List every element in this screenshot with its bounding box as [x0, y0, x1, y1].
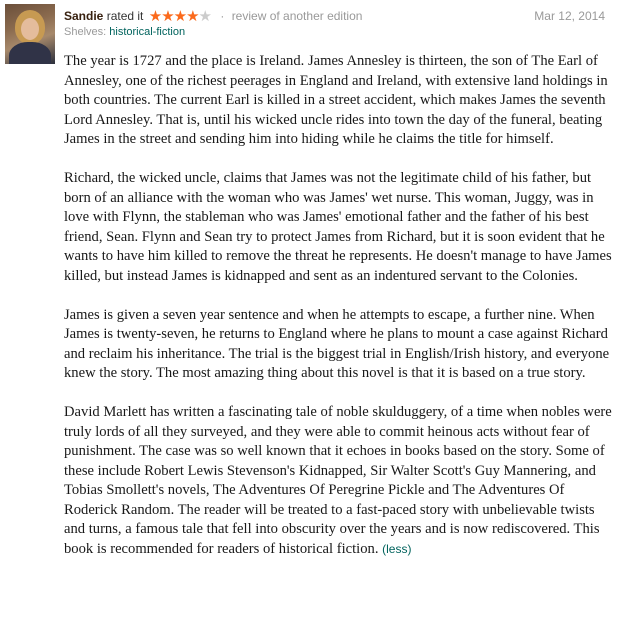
star-rating	[149, 9, 211, 25]
star-filled-icon: ★	[186, 8, 199, 25]
edition-note-link[interactable]: review of another edition	[231, 9, 363, 23]
less-link[interactable]: (less)	[382, 541, 412, 556]
separator-dot: ·	[220, 9, 225, 23]
rated-text: rated it	[106, 9, 144, 23]
review-header	[64, 8, 611, 24]
review-paragraph: The year is 1727 and the place is Ireland. James Annesley is thirteen, the son of The Earl of Annesley, one of the richest peerages in England and Ireland, with extensive land holdings in both countries. The current Earl is killed in a street accident, which makes James the seventh Lord Annesley. That is, until his wicked uncle rides into town the day of the funeral, beating James in the street and sending him into hiding while he claims the title for himself.	[64, 53, 608, 147]
reviewer-avatar[interactable]	[5, 4, 55, 64]
review-paragraph: James is given a seven year sentence and when he attempts to escape, a further nine. When James is twenty-seven, he returns to England where he plans to mount a case against Richard and reclaim his inheritance. The trial is the biggest trial in English/Irish history, and everyone knew the story. The most amazing thing about this novel is that it is based on a true story.	[64, 306, 610, 381]
review-paragraph-text: David Marlett has written a fascinating tale of noble skulduggery, of a time when nobles were truly lords of all they surveyed, and they were able to commit heinous acts without fear of punishment. The case was so well known that it echoes in books based on the story. Some of these include Robert Lewis Stevenson's Kidnapped, Sir Walter Scott's Guy Mannering, and Tobias Smollett's novels, The Adventures Of Peregrine Pickle and The Adventures Of Roderick Random. The reader will be treated to a fast-paced story with unbelievable twists and turns, a famous tale that fell into obscurity over the years and is now rediscovered. This book is recommended for readers of historical fiction.	[64, 404, 612, 557]
star-empty-icon: ★	[198, 8, 211, 25]
shelf-link[interactable]: historical-fiction	[109, 26, 186, 38]
review-paragraph-last	[64, 403, 612, 559]
avatar-face	[21, 18, 39, 40]
review-paragraph: Richard, the wicked uncle, claims that James was not the legitimate child of his father, but born of an alliance with the woman who was James' wet nurse. This woman, Juggy, was in love with Flynn, the stableman who was James' emotional father and the father of his best friend, Sean. Flynn and Sean try to protect James from Richard, but it is soon evident that he wants to have him killed to remove the threat he represents. He doesn't manage to have James killed, but instead James is kidnapped and sent as an indentured servant to the Colonies.	[64, 170, 612, 284]
star-filled-icon: ★	[161, 8, 174, 25]
avatar-shoulders	[9, 42, 51, 64]
review-text	[64, 52, 612, 579]
reviewer-name-link[interactable]: Sandie	[64, 9, 104, 23]
review-date-link[interactable]: Mar 12, 2014	[534, 9, 605, 23]
star-filled-icon: ★	[173, 8, 187, 25]
star-filled-icon: ★	[148, 8, 162, 25]
shelves-label: Shelves:	[64, 26, 107, 38]
shelves-line	[64, 24, 185, 40]
